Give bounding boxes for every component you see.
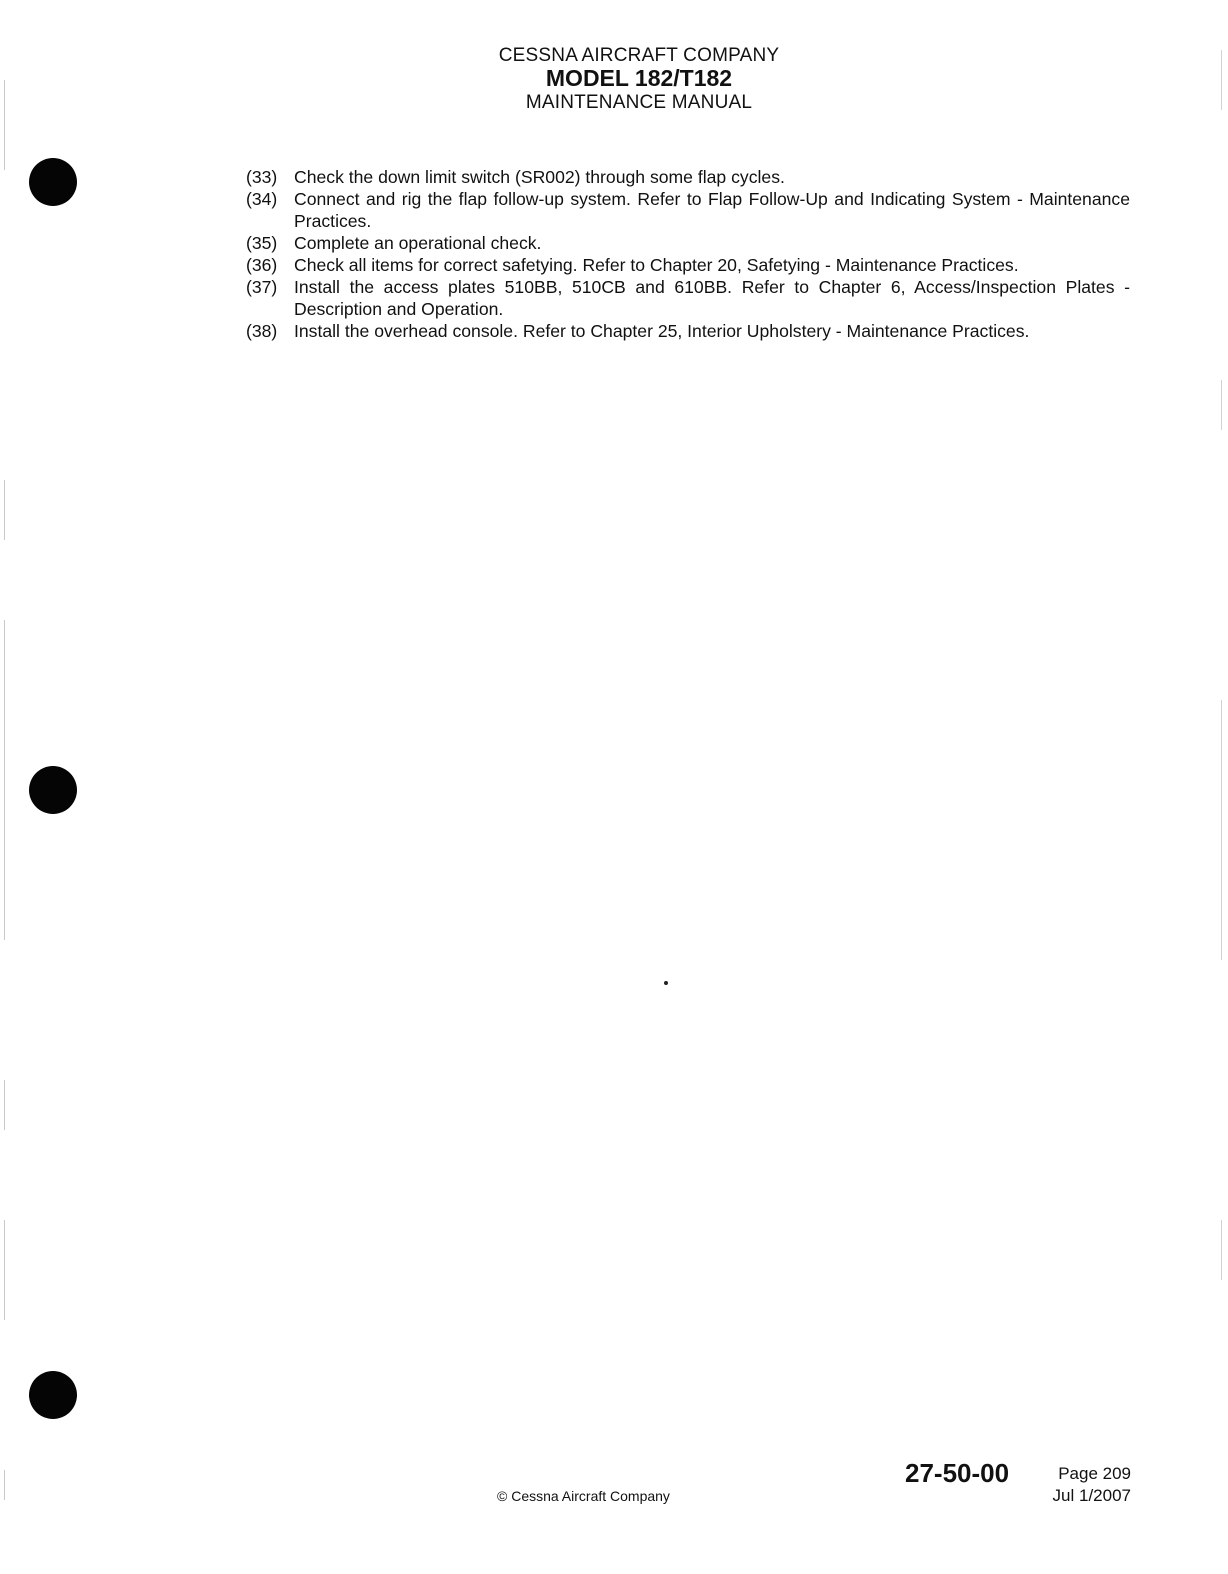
list-item [246,188,1130,232]
list-item [246,232,1130,254]
step-number: (35) [246,233,278,253]
document-header [0,46,1228,112]
list-item [246,276,1130,320]
page-number: Page 209 [1058,1464,1131,1483]
step-text: Check all items for correct safetying. Refer to Chapter 20, Safetying - Maintenance Practices. [294,255,1019,275]
step-text: Install the access plates 510BB, 510CB and 610BB. Refer to Chapter 6, Access/Inspection Plates - Description and Operation. [294,277,1130,319]
scan-edge-mark [4,1470,5,1500]
scan-edge-mark [4,1080,5,1130]
scan-edge-mark [4,620,5,940]
step-text: Connect and rig the flap follow-up system. Refer to Flap Follow-Up and Indicating System - Maintenance Practices. [294,189,1130,231]
list-item [246,254,1130,276]
list-item [246,320,1130,342]
copyright-notice: © Cessna Aircraft Company [497,1488,670,1504]
scan-edge-mark [4,1220,5,1320]
step-number: (33) [246,167,278,187]
step-number: (34) [246,189,278,209]
revision-date: Jul 1/2007 [1052,1486,1131,1505]
punch-hole [29,158,77,206]
scan-speck [664,981,668,985]
step-number: (38) [246,321,278,341]
section-code: 27-50-00 [905,1458,1010,1488]
step-number: (37) [246,277,278,297]
punch-hole [29,766,77,814]
list-item [246,166,1130,188]
punch-hole [29,1371,77,1419]
model-title: MODEL 182/T182 [545,65,733,91]
scan-edge-mark [1221,700,1222,960]
step-text: Check the down limit switch (SR002) through some flap cycles. [294,167,785,187]
company-name: CESSNA AIRCRAFT COMPANY [498,45,780,66]
step-text: Install the overhead console. Refer to Chapter 25, Interior Upholstery - Maintenance Practices. [294,321,1030,341]
scan-edge-mark [1221,1220,1222,1280]
manual-title: MAINTENANCE MANUAL [525,92,753,113]
page-info [1053,1463,1131,1507]
scan-edge-mark [4,480,5,540]
scan-edge-mark [1221,380,1222,430]
step-number: (36) [246,255,278,275]
step-text: Complete an operational check. [294,233,542,253]
procedure-steps [246,166,1130,342]
